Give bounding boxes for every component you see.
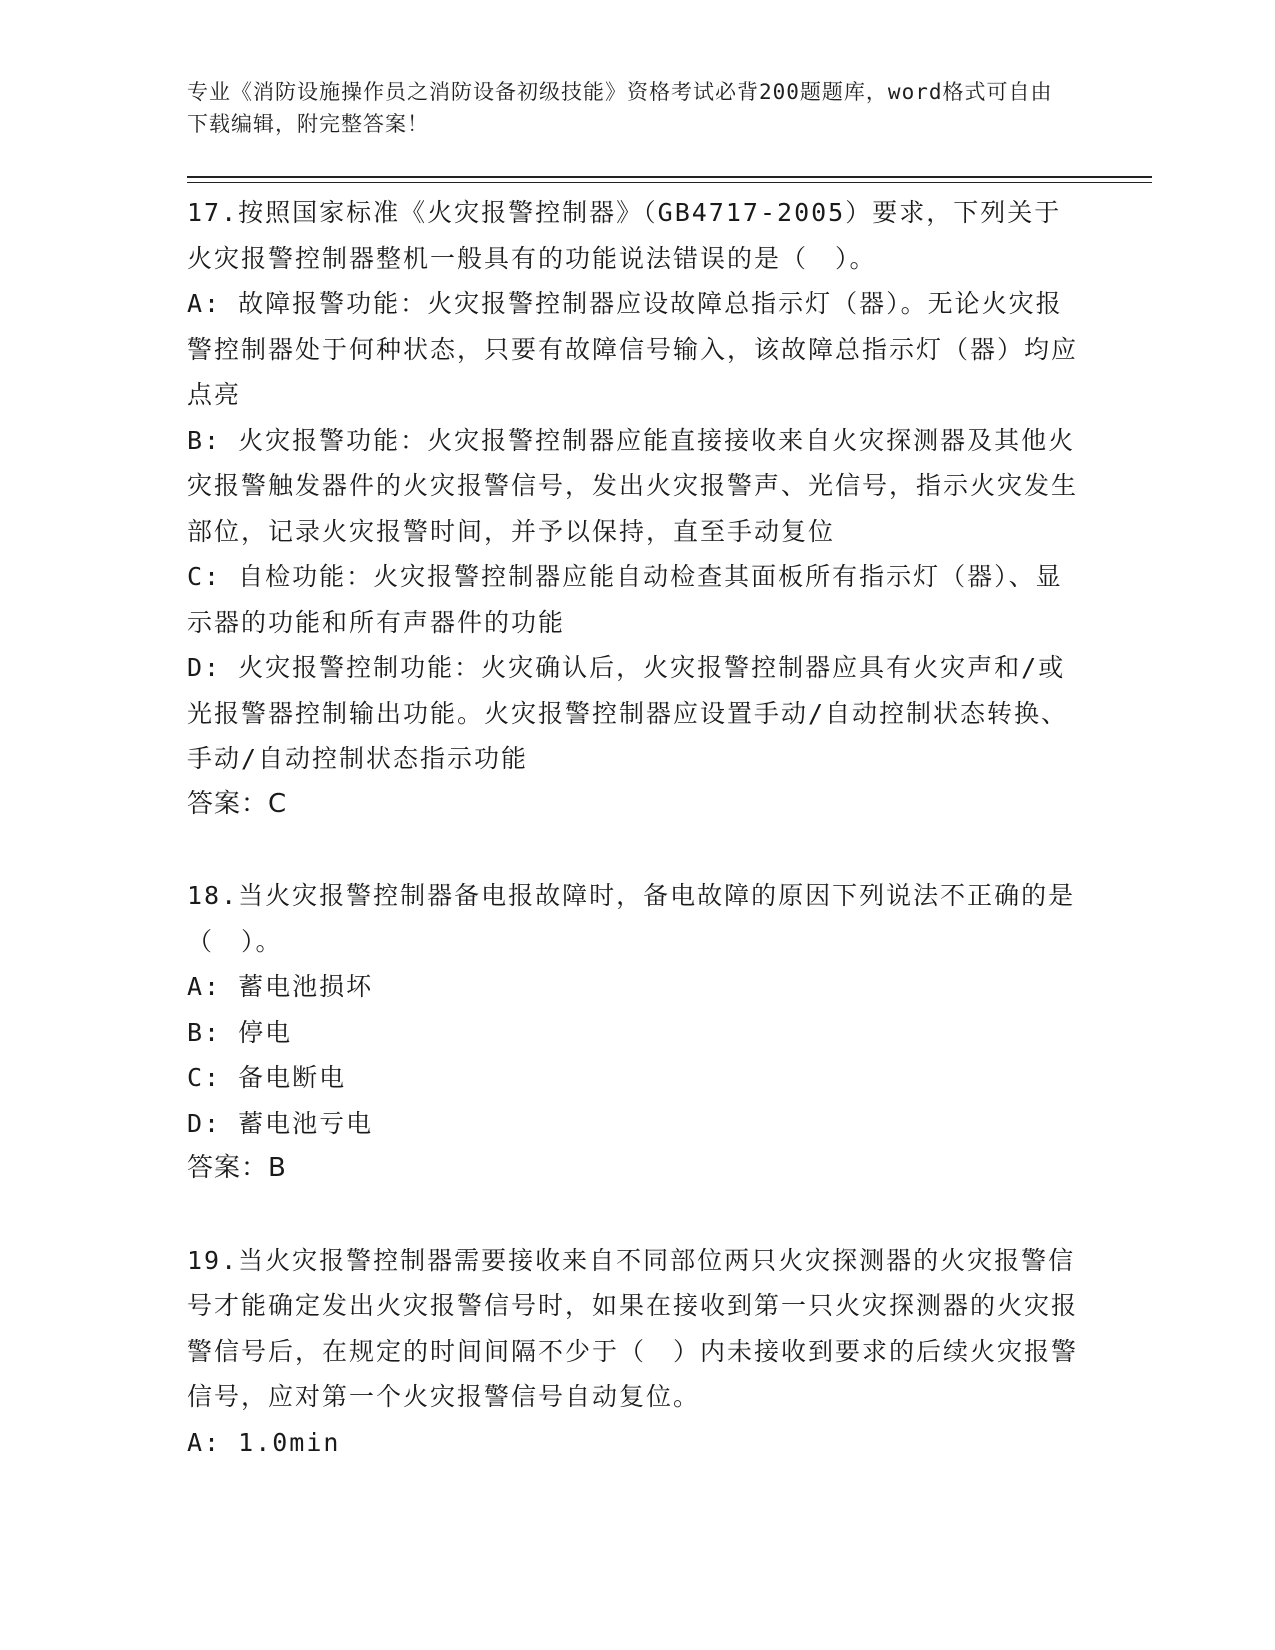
option-a: A: 故障报警功能：火灾报警控制器应设故障总指示灯（器）。无论火灾报警控制器处于何种状态，只要有故障信号输入，该故障总指示灯（器）均应点亮 (187, 289, 1079, 409)
document-header: 专业《消防设施操作员之消防设备初级技能》资格考试必背200题题库，word格式可自由下载编辑，附完整答案！ (187, 80, 1053, 136)
option-b: B: 火灾报警功能：火灾报警控制器应能直接接收来自火灾探测器及其他火灾报警触发器件的火灾报警信号，发出火灾报警声、光信号，指示火灾发生部位，记录火灾报警时间，并予以保持，直至手动复位 (187, 425, 1079, 546)
question-stem: 18.当火灾报警控制器备电报故障时，备电故障的原因下列说法不正确的是（ ）。 (187, 881, 1076, 956)
option-c: C: 自检功能：火灾报警控制器应能自动检查其面板所有指示灯（器）、显示器的功能和所有声器件的功能 (187, 562, 1063, 637)
answer-line: 答案：B (187, 1153, 287, 1183)
option-d: D: 火灾报警控制功能：火灾确认后，火灾报警控制器应具有火灾声和/或光报警器控制输出功能。火灾报警控制器应设置手动/自动控制状态转换、手动/自动控制状态指示功能 (187, 653, 1069, 773)
option-d: D: 蓄电池亏电 (187, 1108, 374, 1138)
option-a: A: 蓄电池损坏 (187, 972, 374, 1001)
header-divider-thin (187, 182, 1152, 183)
question-19 (187, 1238, 1087, 1466)
question-spacer (187, 1192, 1087, 1238)
option-a: A: 1.0min (187, 1427, 341, 1457)
question-list (187, 190, 1087, 1465)
question-17 (187, 190, 1087, 827)
question-stem: 19.当火灾报警控制器需要接收来自不同部位两只火灾探测器的火灾报警信号才能确定发出火灾报警信号时，如果在接收到第一只火灾探测器的火灾报警信号后，在规定的时间间隔不少于（ ）内未接收到要求的后续火灾报警信号，应对第一个火灾报警信号自动复位。 (187, 1245, 1079, 1411)
answer-line: 答案：C (187, 788, 288, 819)
question-spacer (187, 827, 1087, 873)
option-b: B: 停电 (187, 1017, 293, 1047)
option-c: C: 备电断电 (187, 1063, 347, 1092)
header-divider-thick (187, 176, 1152, 178)
question-18 (187, 873, 1087, 1192)
question-stem: 17.按照国家标准《火灾报警控制器》（GB4717-2005）要求，下列关于火灾报警控制器整机一般具有的功能说法错误的是（ ）。 (187, 198, 1062, 273)
